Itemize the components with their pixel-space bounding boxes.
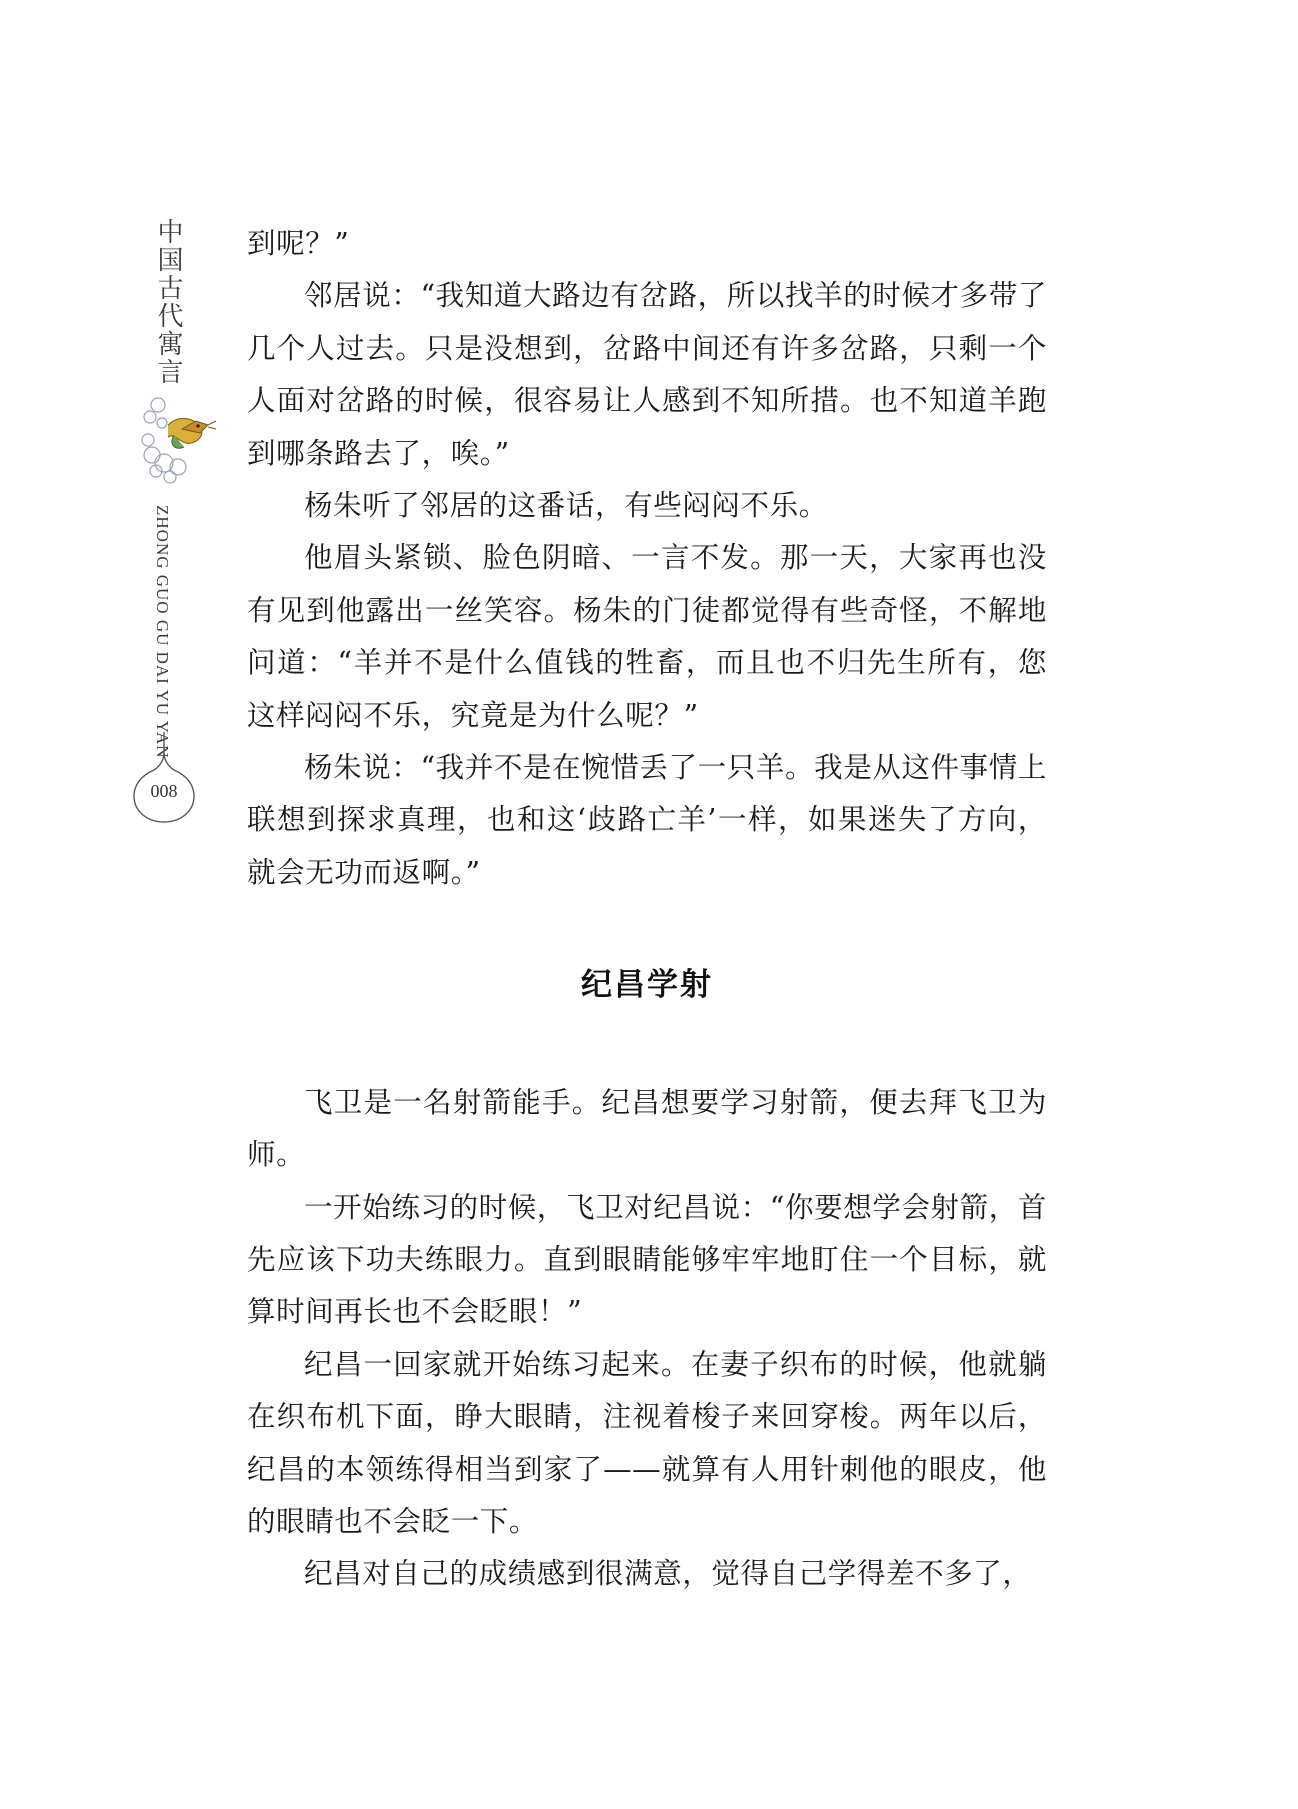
section-title: 纪昌学射: [581, 967, 713, 1004]
paragraph: 他眉头紧锁、脸色阴暗、一言不发。那一天，大家再也没有见到他露出一丝笑容。杨朱的门徒都觉得有些奇怪，不解地问道：“羊并不是什么值钱的牲畜，而且也不归先生所有，您这样闷闷不乐，究竟是为什么呢？”: [247, 541, 1047, 732]
paragraph: 邻居说：“我知道大路边有岔路，所以找羊的时候才多带了几个人过去。只是没想到，岔路中间还有许多岔路，只剩一个人面对岔路的时候，很容易让人感到不知所措。也不知道羊跑到哪条路去了，唉。”: [247, 279, 1047, 470]
page-number: 008: [150, 781, 178, 801]
paragraph: 一开始练习的时候，飞卫对纪昌说：“你要想学会射箭，首先应该下功夫练眼力。直到眼睛能够牢牢地盯住一个目标，就算时间再长也不会眨眼！”: [247, 1190, 1047, 1329]
paragraph: 纪昌一回家就开始练习起来。在妻子织布的时候，他就躺在织布机下面，睁大眼睛，注视着梭子来回穿梭。两年以后，纪昌的本领练得相当到家了——就算有人用针刺他的眼皮，他的眼睛也不会眨一下。: [247, 1347, 1047, 1538]
paragraph: 杨朱说：“我并不是在惋惜丢了一只羊。我是从这件事情上联想到探求真理，也和这‘歧路亡羊’一样，如果迷失了方向，就会无功而返啊。”: [247, 751, 1047, 889]
paragraph: 杨朱听了邻居的这番话，有些闷闷不乐。: [304, 489, 828, 523]
page-number-badge: [130, 730, 198, 824]
dragon-cloud-icon: [138, 385, 218, 485]
paragraph: 飞卫是一名射箭能手。纪昌想要学习射箭，便去拜飞卫为师。: [247, 1085, 1047, 1172]
paragraph: 到呢？”: [247, 227, 350, 260]
paragraph: 纪昌对自己的成绩感到很满意，觉得自己学得差不多了，: [304, 1557, 1032, 1591]
book-title: 中国古代寓言: [153, 218, 183, 386]
body-text: [247, 218, 1047, 1601]
book-title-pinyin: ZHONG GUO GU DAI YU YAN: [153, 505, 172, 759]
